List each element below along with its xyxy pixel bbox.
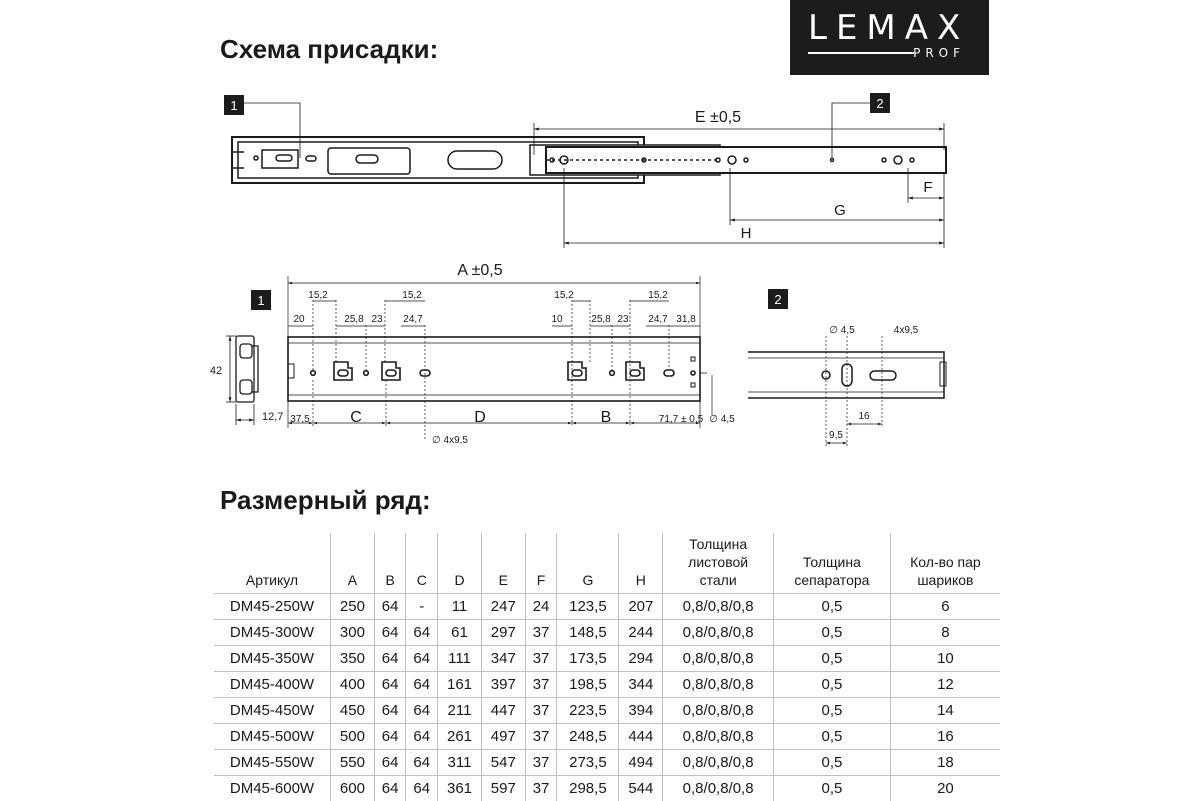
table-cell: 207 (619, 594, 663, 620)
table-cell: 248,5 (557, 724, 619, 750)
table-cell: 447 (481, 698, 525, 724)
table-header-cell (890, 533, 1000, 594)
profile-view (236, 336, 258, 402)
table-cell: 344 (619, 672, 663, 698)
dim-15-2-c: 15,2 (554, 290, 574, 301)
table-body (214, 594, 1000, 801)
dim-D: D (474, 409, 486, 426)
table-cell: 0,5 (774, 594, 891, 620)
dim-12-7: 12,7 (262, 411, 283, 423)
table-cell: 211 (438, 698, 482, 724)
table-header-cell: D (438, 533, 482, 594)
table-row (214, 724, 1000, 750)
table-cell: 223,5 (557, 698, 619, 724)
dim-24-7-b: 24,7 (648, 314, 668, 325)
table-header-line: шариков (893, 571, 998, 589)
table-cell: 0,8/0,8/0,8 (663, 672, 774, 698)
dim-d4x9-5: ∅ 4x9,5 (432, 435, 468, 446)
table-header-line: Толщина (665, 535, 771, 553)
table-row (214, 672, 1000, 698)
table-cell: 397 (481, 672, 525, 698)
table-cell: 10 (890, 646, 1000, 672)
table-cell: 250 (331, 594, 375, 620)
table-cell: 64 (374, 724, 406, 750)
callout-2-middle-label: 2 (774, 292, 781, 307)
table-header-cell: B (374, 533, 406, 594)
table-cell: 298,5 (557, 776, 619, 801)
dim-G: G (834, 202, 846, 219)
article-cell: DM45-550W (214, 750, 331, 776)
table-cell: 497 (481, 724, 525, 750)
table-cell: 16 (890, 724, 1000, 750)
callout-2-label: 2 (876, 96, 883, 111)
dim-20: 20 (293, 314, 305, 325)
table-cell: 64 (374, 672, 406, 698)
table-cell: 8 (890, 620, 1000, 646)
dim-B: B (601, 409, 612, 426)
table-cell: 0,8/0,8/0,8 (663, 698, 774, 724)
table-header-cell: C (406, 533, 438, 594)
table-cell: 244 (619, 620, 663, 646)
table-cell: 550 (331, 750, 375, 776)
dim-25-8-a: 25,8 (344, 314, 364, 325)
table-cell: 450 (331, 698, 375, 724)
table-cell: 0,5 (774, 620, 891, 646)
table-cell: 0,5 (774, 672, 891, 698)
dim-24-7-a: 24,7 (403, 314, 423, 325)
table-cell: 347 (481, 646, 525, 672)
dim-15-2-b: 15,2 (402, 290, 422, 301)
table-cell: 247 (481, 594, 525, 620)
table-cell: - (406, 594, 438, 620)
table-cell: 198,5 (557, 672, 619, 698)
table-cell: 64 (406, 646, 438, 672)
outer-rail-detail (748, 352, 946, 398)
table-cell: 173,5 (557, 646, 619, 672)
table-cell: 400 (331, 672, 375, 698)
table-cell: 148,5 (557, 620, 619, 646)
table-cell: 361 (438, 776, 482, 801)
table-cell: 494 (619, 750, 663, 776)
table-cell: 12 (890, 672, 1000, 698)
table-cell: 64 (406, 698, 438, 724)
table-cell: 547 (481, 750, 525, 776)
scheme-heading: Схема присадки: (220, 34, 438, 65)
dim-23-a: 23 (371, 314, 383, 325)
table-cell: 64 (374, 750, 406, 776)
table-cell: 0,5 (774, 646, 891, 672)
table-cell: 597 (481, 776, 525, 801)
table-cell: 311 (438, 750, 482, 776)
dim-F: F (923, 179, 932, 196)
table-header-line: сепаратора (776, 571, 888, 589)
dim-25-8-b: 25,8 (591, 314, 611, 325)
table-row (214, 594, 1000, 620)
logo-brand: LEMAX (808, 8, 969, 48)
table-cell: 6 (890, 594, 1000, 620)
article-cell: DM45-350W (214, 646, 331, 672)
table-cell: 37 (525, 620, 557, 646)
article-cell: DM45-500W (214, 724, 331, 750)
table-cell: 64 (406, 620, 438, 646)
table-cell: 0,8/0,8/0,8 (663, 594, 774, 620)
table-row (214, 750, 1000, 776)
table-cell: 64 (374, 776, 406, 801)
dim-42: 42 (210, 365, 222, 377)
table-cell: 297 (481, 620, 525, 646)
table-row (214, 646, 1000, 672)
table-header-cell (663, 533, 774, 594)
table-row (214, 620, 1000, 646)
article-cell: DM45-300W (214, 620, 331, 646)
table-cell: 261 (438, 724, 482, 750)
table-cell: 0,8/0,8/0,8 (663, 646, 774, 672)
table-header-line: Кол-во пар (893, 553, 998, 571)
dim-71-7: 71,7 ± 0,5 (659, 414, 704, 425)
table-row (214, 698, 1000, 724)
table-cell: 544 (619, 776, 663, 801)
table-cell: 20 (890, 776, 1000, 801)
article-cell: DM45-600W (214, 776, 331, 801)
dim-4x9-5: 4x9,5 (894, 325, 919, 336)
table-header-cell: E (481, 533, 525, 594)
table-cell: 394 (619, 698, 663, 724)
table-cell: 64 (374, 594, 406, 620)
table-cell: 0,5 (774, 698, 891, 724)
table-cell: 64 (374, 620, 406, 646)
dim-d4-5-detail: ∅ 4,5 (829, 325, 855, 336)
table-cell: 37 (525, 776, 557, 801)
dim-16: 16 (858, 411, 870, 422)
article-cell: DM45-400W (214, 672, 331, 698)
table-cell: 61 (438, 620, 482, 646)
callout-1-middle-label: 1 (257, 293, 264, 308)
table-cell: 18 (890, 750, 1000, 776)
size-range-table (214, 533, 1000, 801)
table-cell: 37 (525, 672, 557, 698)
dim-31-8: 31,8 (676, 314, 696, 325)
table-header-row (214, 533, 1000, 594)
inner-rail-view (288, 337, 707, 401)
dim-C: C (350, 409, 362, 426)
table-header-cell: F (525, 533, 557, 594)
table-cell: 123,5 (557, 594, 619, 620)
table-cell: 273,5 (557, 750, 619, 776)
table-cell: 294 (619, 646, 663, 672)
table-cell: 64 (406, 776, 438, 801)
table-header-line: листовой (665, 553, 771, 571)
dim-A: A ±0,5 (457, 262, 502, 279)
table-cell: 37 (525, 750, 557, 776)
table-cell: 0,5 (774, 750, 891, 776)
table-cell: 0,5 (774, 776, 891, 801)
table-header-cell: A (331, 533, 375, 594)
table-cell: 24 (525, 594, 557, 620)
table-header-line: стали (665, 571, 771, 589)
sizes-heading: Размерный ряд: (220, 485, 431, 516)
table-cell: 64 (374, 698, 406, 724)
table-header-cell: H (619, 533, 663, 594)
dim-d4-5-rail: ∅ 4,5 (709, 414, 735, 425)
logo-sub: PROF (913, 46, 965, 60)
table-cell: 64 (406, 724, 438, 750)
table-header-line: Толщина (776, 553, 888, 571)
table-cell: 0,8/0,8/0,8 (663, 750, 774, 776)
top-slide-view (232, 137, 946, 183)
table-header-cell (774, 533, 891, 594)
table-cell: 350 (331, 646, 375, 672)
article-cell: DM45-450W (214, 698, 331, 724)
dim-15-2-d: 15,2 (648, 290, 668, 301)
dim-10: 10 (551, 314, 563, 325)
table-cell: 14 (890, 698, 1000, 724)
table-cell: 111 (438, 646, 482, 672)
table-cell: 64 (406, 672, 438, 698)
table-cell: 0,5 (774, 724, 891, 750)
table-cell: 11 (438, 594, 482, 620)
table-cell: 500 (331, 724, 375, 750)
table-cell: 0,8/0,8/0,8 (663, 620, 774, 646)
table-cell: 64 (406, 750, 438, 776)
table-cell: 161 (438, 672, 482, 698)
table-cell: 444 (619, 724, 663, 750)
table-cell: 37 (525, 724, 557, 750)
dim-37-5: 37,5 (290, 414, 310, 425)
dim-23-b: 23 (617, 314, 629, 325)
article-cell: DM45-250W (214, 594, 331, 620)
table-cell: 37 (525, 646, 557, 672)
table-row (214, 776, 1000, 801)
table-cell: 37 (525, 698, 557, 724)
callout-1-label: 1 (230, 98, 237, 113)
dim-H: H (741, 225, 752, 242)
dim-E: E ±0,5 (695, 109, 741, 126)
table-cell: 0,8/0,8/0,8 (663, 724, 774, 750)
table-cell: 64 (374, 646, 406, 672)
table-header-cell: Артикул (214, 533, 331, 594)
table-cell: 0,8/0,8/0,8 (663, 776, 774, 801)
table-header-cell: G (557, 533, 619, 594)
table-cell: 300 (331, 620, 375, 646)
dim-15-2-a: 15,2 (308, 290, 328, 301)
dim-9-5: 9,5 (829, 430, 843, 441)
table-cell: 600 (331, 776, 375, 801)
